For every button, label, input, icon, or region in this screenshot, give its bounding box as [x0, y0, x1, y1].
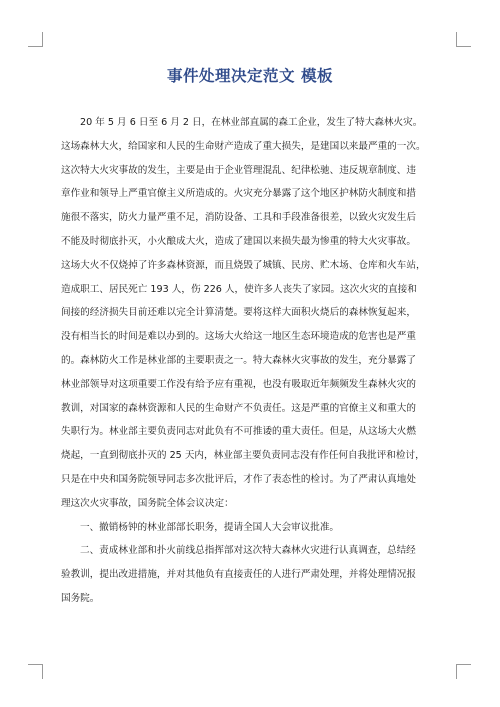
document-title: 事件处理决定范文 模板: [167, 67, 333, 85]
text-line: 这场大火不仅烧掉了许多森林资源，而且烧毁了城镇、民房、贮木场、仓库和火车站，: [61, 259, 426, 271]
text-line: 烧起，一直到彻底扑灭的 25 天内，林业部主要负责同志没有作任何自我批评和检讨，: [61, 450, 425, 462]
text-line: 的。森林防火工作是林业部的主要职责之一。特大森林火灾事故的发生，充分暴露了: [61, 354, 416, 366]
text-line: 验教训，提出改进措施，并对其他负有直接责任的人进行严肃处理，并将处理情况报: [61, 569, 416, 581]
document-body: [61, 111, 441, 611]
crop-mark-bottom-left: [28, 664, 43, 679]
text-line: 造成职工、居民死亡 193 人，伤 226 人，使许多人丧失了家园。这次火灾的直接和: [61, 283, 417, 295]
text-line: 这场森林大火，给国家和人民的生命财产造成了重大损失，是建国以来最严重的一次。: [61, 140, 426, 152]
text-line: 只是在中央和国务院领导同志多次批评后，才作了表态性的检讨。为了严肃认真地处: [61, 473, 416, 485]
text-line: 理这次火灾事故，国务院全体会议决定：: [61, 497, 234, 509]
text-line: 章作业和领导上严重官僚主义所造成的。火灾充分暴露了这个地区护林防火制度和措: [61, 188, 416, 200]
text-line: 这次特大火灾事故的发生，主要是由于企业管理混乱、纪律松驰、违反规章制度、违: [61, 164, 416, 176]
text-line: 没有相当长的时间是难以办到的。这场大火给这一地区生态环境造成的危害也是严重: [61, 331, 416, 343]
text-line: 林业部领导对这项重要工作没有给予应有重视，也没有吸取近年频频发生森林火灾的: [61, 378, 416, 390]
text-line: 失职行为。林业部主要负责同志对此负有不可推诿的重大责任。但是，从这场大火燃: [61, 426, 416, 438]
text-line: 二、责成林业部和扑火前线总指挥部对这次特大森林火灾进行认真调查，总结经: [80, 545, 416, 557]
text-line: 间接的经济损失目前还难以完全计算清楚。要将这样大面积火烧后的森林恢复起来，: [61, 307, 416, 319]
text-line: 国务院。: [61, 592, 100, 604]
text-line: 一、撤销杨钟的林业部部长职务，提请全国人大会审议批准。: [80, 521, 340, 533]
text-line: 施很不落实，防火力量严重不足，消防设备、工具和手段准备很差，以致火灾发生后: [61, 212, 416, 224]
crop-mark-bottom-right: [456, 664, 471, 679]
crop-mark-top-left: [28, 32, 43, 47]
text-line: 20 年 5 月 6 日至 6 月 2 日，在林业部直属的森工企业，发生了特大森林火灾。: [80, 117, 423, 128]
crop-mark-top-right: [456, 32, 471, 47]
text-line: 不能及时彻底扑灭，小火酿成大火，造成了建国以来损失最为惨重的特大火灾事故。: [61, 235, 416, 247]
text-line: 教训，对国家的森林资源和人民的生命财产不负责任。这是严重的官僚主义和重大的: [61, 402, 416, 414]
